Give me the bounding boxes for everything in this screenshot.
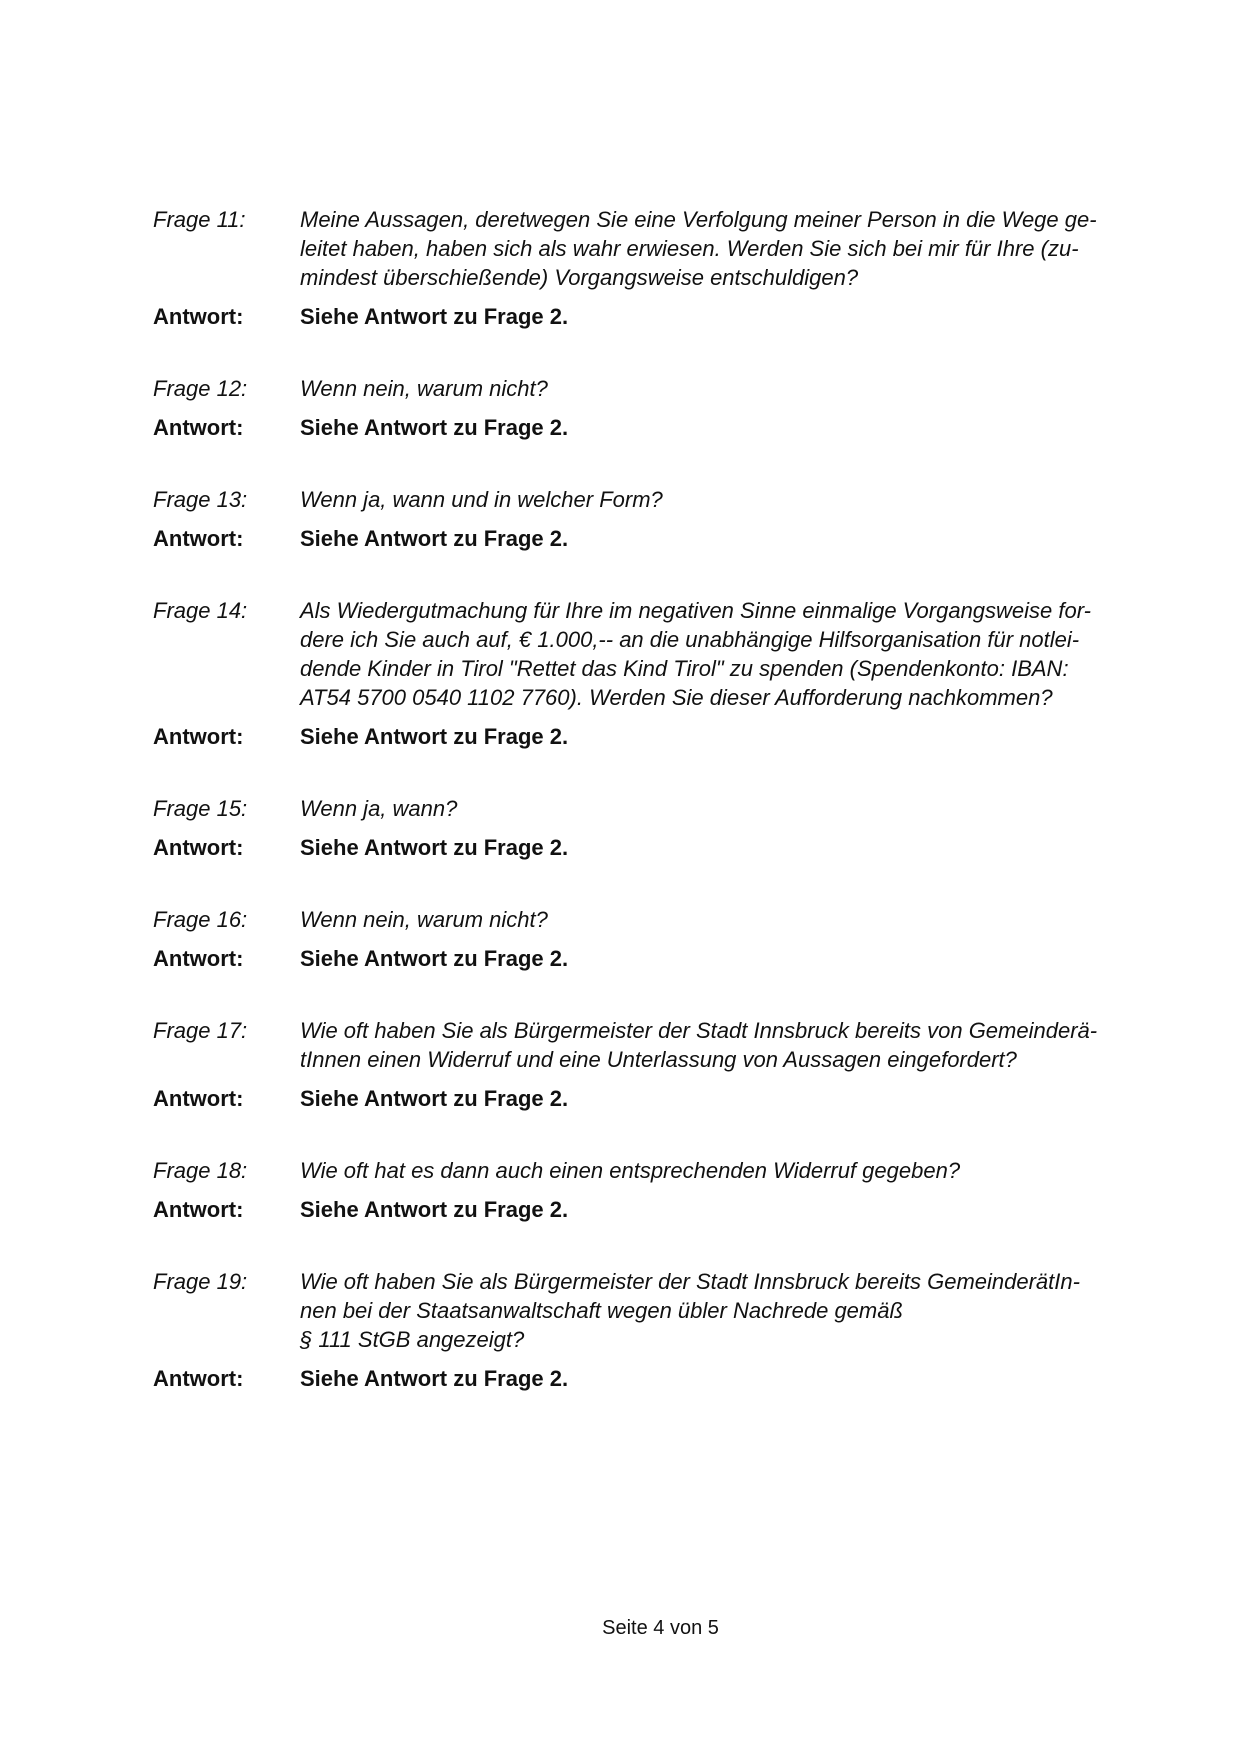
answer-row <box>153 1084 1143 1113</box>
question-row <box>153 794 1143 823</box>
qa-block <box>153 905 1143 973</box>
question-label: Frage 12: <box>153 376 248 401</box>
answer-row <box>153 302 1143 331</box>
question-label: Frage 18: <box>153 1158 248 1183</box>
answer-label: Antwort: <box>153 724 244 749</box>
answer-text: Siehe Antwort zu Frage 2. <box>300 526 569 551</box>
question-text: Wenn nein, warum nicht? <box>300 907 548 932</box>
question-label: Frage 13: <box>153 487 248 512</box>
answer-label: Antwort: <box>153 835 244 860</box>
page-number-footer: Seite 4 von 5 <box>602 1617 719 1639</box>
answer-label: Antwort: <box>153 415 244 440</box>
answer-text: Siehe Antwort zu Frage 2. <box>300 1366 569 1391</box>
question-label: Frage 19: <box>153 1269 248 1294</box>
question-text: Meine Aussagen, deretwegen Sie eine Verfolgung meiner Person in die Wege ge- leitet haben, haben sich als wahr erwiesen. Werden Sie sich bei mir für Ihre (zu- mindest überschießende) Vorgangsweise entschuldigen? <box>300 207 1097 290</box>
answer-row <box>153 1195 1143 1224</box>
answer-text: Siehe Antwort zu Frage 2. <box>300 415 569 440</box>
answer-text: Siehe Antwort zu Frage 2. <box>300 724 569 749</box>
question-answer-list <box>153 205 1143 1436</box>
answer-label: Antwort: <box>153 304 244 329</box>
question-row <box>153 1267 1143 1354</box>
question-text: Wie oft haben Sie als Bürgermeister der Stadt Innsbruck bereits GemeinderätIn- nen bei der Staatsanwaltschaft wegen übler Nachrede gemäß § 111 StGB angezeigt? <box>300 1269 1080 1352</box>
answer-label: Antwort: <box>153 946 244 971</box>
answer-label: Antwort: <box>153 526 244 551</box>
answer-row <box>153 1364 1143 1393</box>
question-row <box>153 485 1143 514</box>
question-label: Frage 14: <box>153 598 248 623</box>
question-label: Frage 15: <box>153 796 248 821</box>
answer-row <box>153 722 1143 751</box>
question-row <box>153 205 1143 292</box>
qa-block <box>153 205 1143 331</box>
question-text: Wie oft haben Sie als Bürgermeister der Stadt Innsbruck bereits von Gemeinderä- tInnen einen Widerruf und eine Unterlassung von Aussagen eingefordert? <box>300 1018 1098 1072</box>
qa-block <box>153 485 1143 553</box>
question-text: Wenn ja, wann? <box>300 796 458 821</box>
question-row <box>153 1016 1143 1074</box>
question-label: Frage 11: <box>153 207 246 232</box>
answer-label: Antwort: <box>153 1366 244 1391</box>
answer-row <box>153 833 1143 862</box>
answer-text: Siehe Antwort zu Frage 2. <box>300 1197 569 1222</box>
qa-block <box>153 596 1143 751</box>
question-row <box>153 596 1143 712</box>
question-row <box>153 905 1143 934</box>
qa-block <box>153 794 1143 862</box>
question-text: Als Wiedergutmachung für Ihre im negativen Sinne einmalige Vorgangsweise for- dere ich Sie auch auf, € 1.000,-- an die unabhängige Hilfsorganisation für notlei- dende Kinder in Tirol "Rettet das Kind Tirol" zu spenden (Spendenkonto: IBAN: AT54 5700 0540 1102 7760). Werden Sie dieser Aufforderung nachkommen? <box>300 598 1092 710</box>
qa-block <box>153 1156 1143 1224</box>
qa-block <box>153 1267 1143 1393</box>
question-label: Frage 17: <box>153 1018 248 1043</box>
answer-row <box>153 524 1143 553</box>
question-row <box>153 374 1143 403</box>
qa-block <box>153 1016 1143 1113</box>
qa-block <box>153 374 1143 442</box>
answer-label: Antwort: <box>153 1086 244 1111</box>
question-row <box>153 1156 1143 1185</box>
answer-text: Siehe Antwort zu Frage 2. <box>300 304 569 329</box>
question-text: Wenn nein, warum nicht? <box>300 376 548 401</box>
answer-label: Antwort: <box>153 1197 244 1222</box>
answer-row <box>153 944 1143 973</box>
answer-row <box>153 413 1143 442</box>
question-label: Frage 16: <box>153 907 248 932</box>
answer-text: Siehe Antwort zu Frage 2. <box>300 835 569 860</box>
question-text: Wie oft hat es dann auch einen entsprechenden Widerruf gegeben? <box>300 1158 961 1183</box>
question-text: Wenn ja, wann und in welcher Form? <box>300 487 663 512</box>
answer-text: Siehe Antwort zu Frage 2. <box>300 1086 569 1111</box>
answer-text: Siehe Antwort zu Frage 2. <box>300 946 569 971</box>
